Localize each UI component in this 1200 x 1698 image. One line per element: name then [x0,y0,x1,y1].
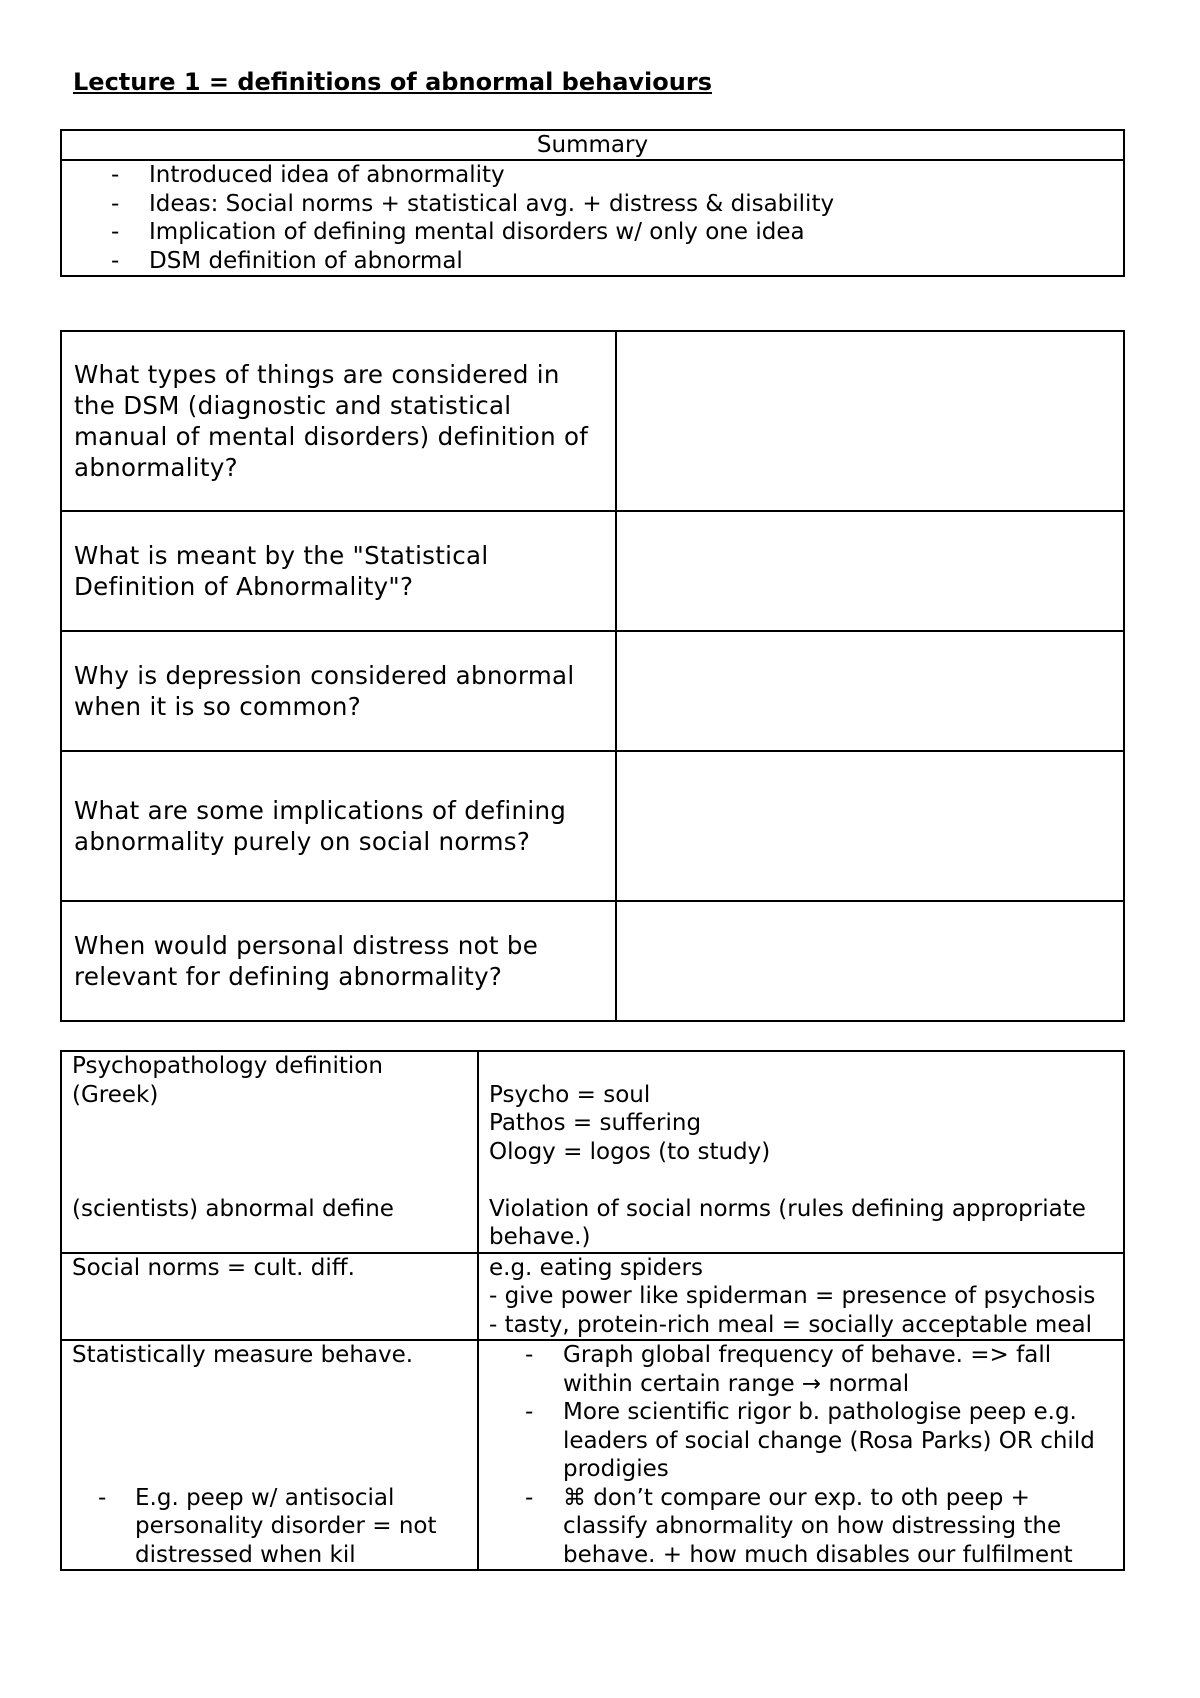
notes-row [61,1051,1124,1253]
summary-header: Summary [61,130,1124,160]
questions-table [60,330,1125,1022]
note-line: Pathos = suffering [489,1110,702,1136]
notes-right-cell [478,1340,1124,1570]
question-row [61,511,1124,631]
notes-left-list [72,1484,467,1570]
answer-cell[interactable] [616,331,1124,511]
question-cell: What are some implications of defining abnormality purely on social norms? [61,751,616,901]
notes-left-cell [61,1051,478,1253]
question-cell: What types of things are considered in the DSM (diagnostic and statistical manual of mental disorders) definition of abnormality? [61,331,616,511]
summary-table [60,129,1125,277]
note-line: Psycho = soul [489,1081,651,1108]
list-item: - Graph global frequency of behave. => fall within certain range → normal [525,1342,1052,1397]
list-item: - More scientific rigor b. pathologise peep e.g. leaders of social change (Rosa Parks) OR child prodigies [525,1399,1095,1482]
summary-item: - DSM definition of abnormal [111,247,463,274]
psychopathology-label: Psychopathology definition (Greek) [72,1053,383,1108]
notes-row [61,1253,1124,1341]
answer-cell[interactable] [616,901,1124,1021]
question-row [61,901,1124,1021]
summary-list [62,161,1123,275]
note-line: Statistically measure behave. [72,1342,414,1368]
notes-right-cell [478,1253,1124,1341]
summary-item: - Introduced idea of abnormality [111,162,505,188]
summary-body [61,160,1124,276]
page-title: Lecture 1 = definitions of abnormal behaviours [73,68,712,96]
question-row [61,631,1124,751]
question-cell: When would personal distress not be relevant for defining abnormality? [61,901,616,1021]
note-line: - give power like spiderman = presence of psychosis [489,1283,1096,1309]
notes-row [61,1340,1124,1570]
summary-item: - Ideas: Social norms + statistical avg. + distress & disability [111,190,835,217]
notes-right-cell [478,1051,1124,1253]
notes-left-cell [61,1340,478,1570]
question-cell: Why is depression considered abnormal when it is so common? [61,631,616,751]
list-item: - ⌘ don’t compare our exp. to oth peep + classify abnormality on how distressing the behave. + how much disables our fulfilment [525,1484,1073,1568]
note-line: e.g. eating spiders [489,1254,703,1281]
notes-table [60,1050,1125,1571]
question-row [61,331,1124,511]
summary-item: - Implication of defining mental disorders w/ only one idea [111,219,805,245]
list-item: - E.g. peep w/ antisocial personality disorder = not distressed when kil [98,1484,437,1568]
notes-left-cell: Social norms = cult. diff. [61,1253,478,1341]
answer-cell[interactable] [616,511,1124,631]
question-cell: What is meant by the "Statistical Definition of Abnormality"? [61,511,616,631]
note-line: Ology = logos (to study) [489,1138,771,1165]
answer-cell[interactable] [616,631,1124,751]
notes-right-list [489,1341,1113,1569]
abnormal-define-label: (scientists) abnormal define [72,1195,394,1222]
note-line: Violation of social norms (rules defining appropriate behave.) [489,1195,1086,1250]
answer-cell[interactable] [616,751,1124,901]
question-row [61,751,1124,901]
note-line: - tasty, protein-rich meal = socially acceptable meal [489,1311,1092,1338]
